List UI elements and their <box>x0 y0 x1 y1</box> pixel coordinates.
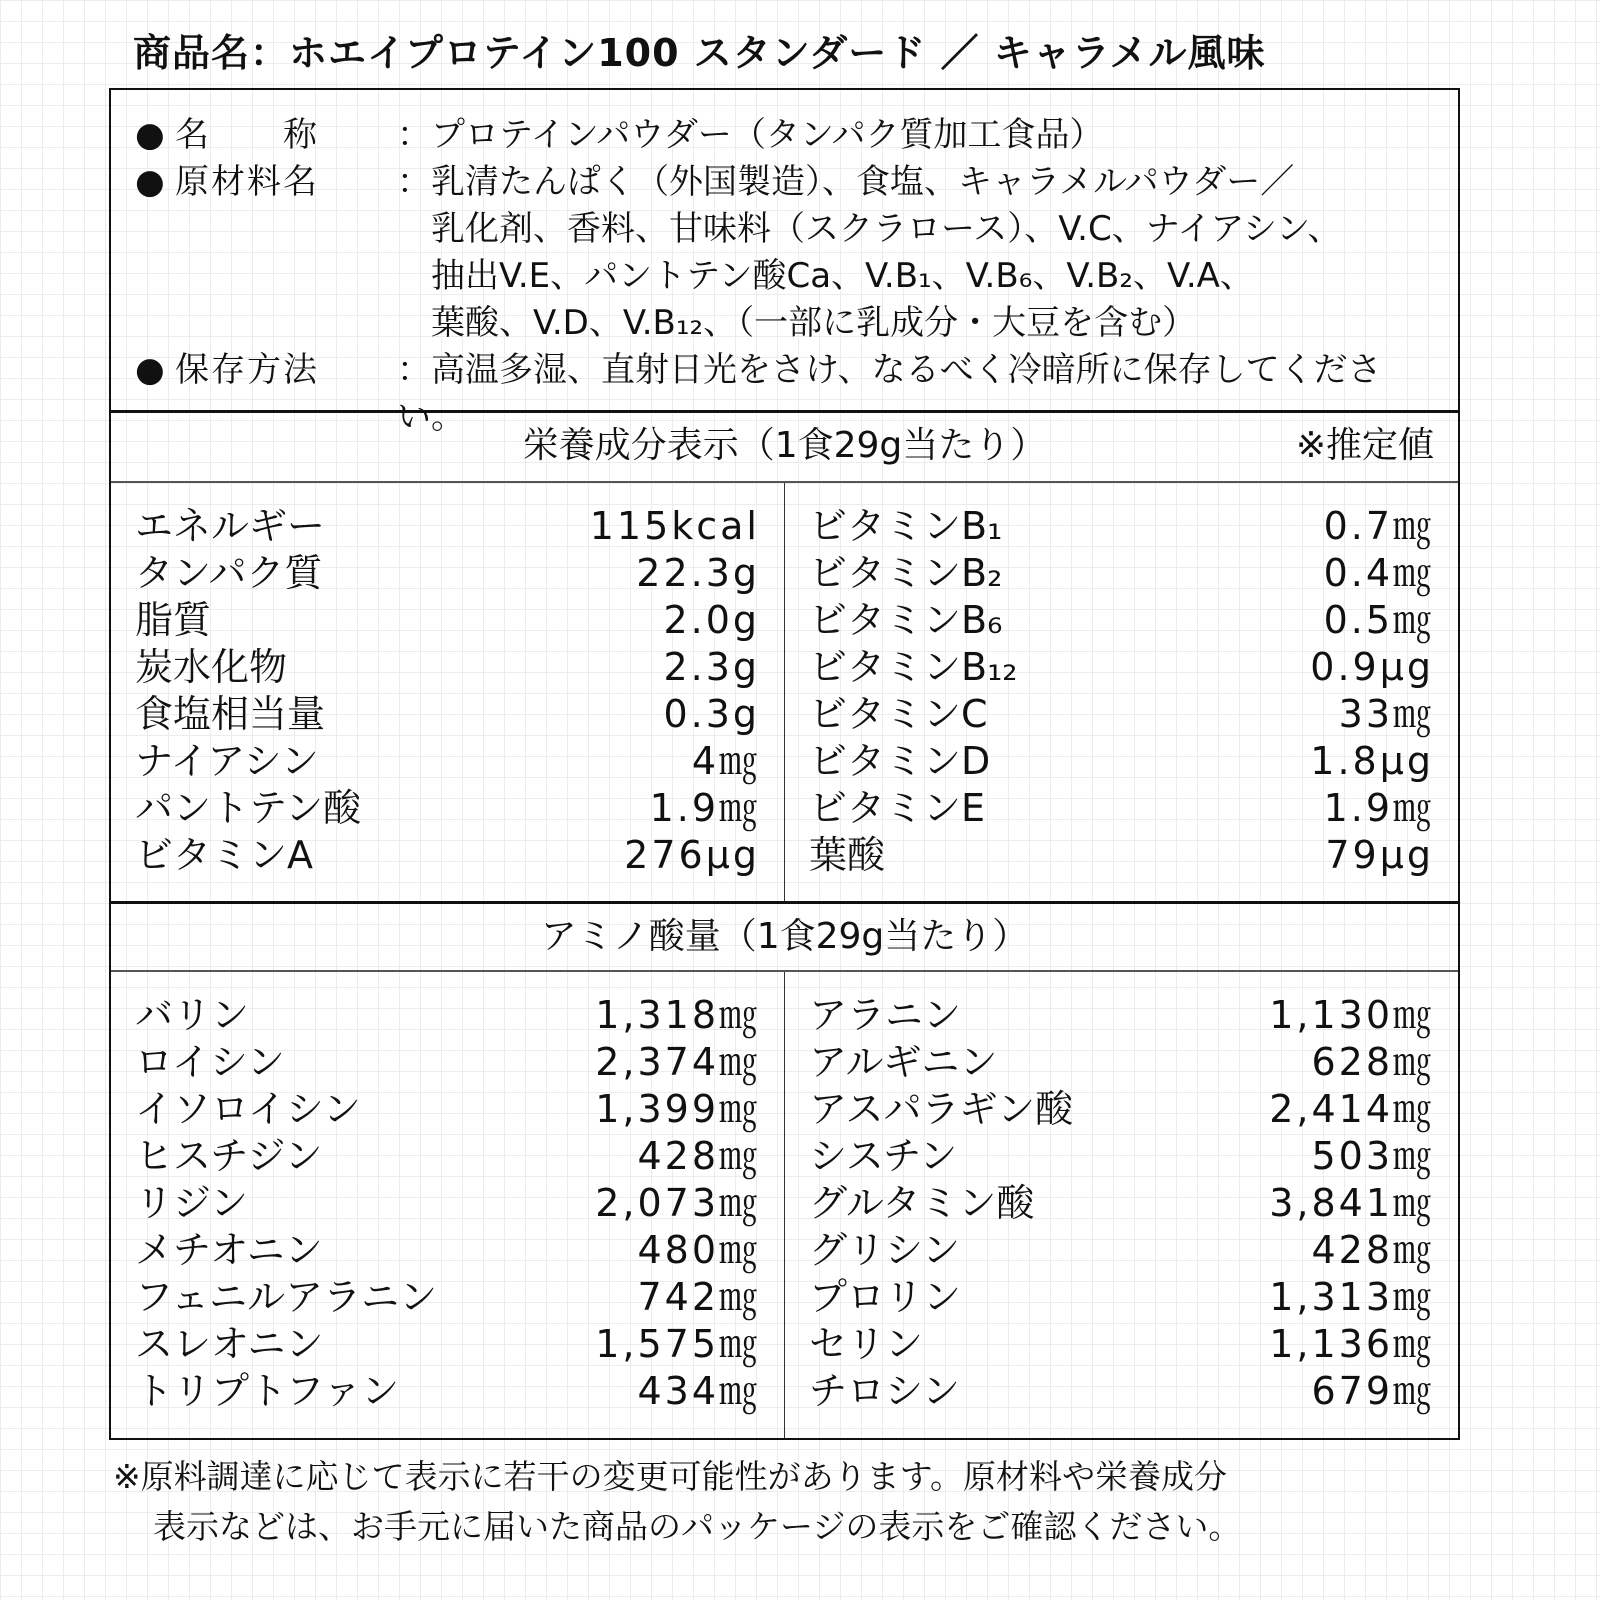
nutrition-row <box>809 832 1434 879</box>
nutrition-row <box>809 738 1434 785</box>
nutrient-name: ビタミンB₆ <box>809 598 1003 642</box>
nutrient-value: 33㎎ <box>1338 692 1434 736</box>
nutrition-header-title: 栄養成分表示（1食29g当たり） <box>522 425 1047 466</box>
amino-row <box>809 1227 1434 1274</box>
amino-value: 1,313㎎ <box>1269 1275 1434 1319</box>
amino-row <box>135 1086 760 1133</box>
ingredient-row-materials <box>135 159 1458 206</box>
amino-row <box>809 1321 1434 1368</box>
nutrient-name: ビタミンD <box>809 739 991 783</box>
amino-value: 434㎎ <box>637 1369 760 1413</box>
amino-row <box>135 992 760 1039</box>
amino-value: 679㎎ <box>1311 1369 1434 1413</box>
nutrition-row <box>135 691 760 738</box>
amino-value: 2,414㎎ <box>1269 1087 1434 1131</box>
amino-row <box>135 1227 760 1274</box>
disclaimer-line-2: 表示などは、お手元に届いた商品のパッケージの表示をご確認ください。 <box>153 1507 1242 1546</box>
amino-row <box>809 1133 1434 1180</box>
nutrient-name: ビタミンA <box>135 833 313 877</box>
nutrient-name: ビタミンB₁ <box>809 504 1003 548</box>
disclaimer-line-1: ※原料調達に応じて表示に若干の変更可能性があります。原材料や栄養成分 <box>113 1457 1228 1496</box>
amino-value: 1,136㎎ <box>1269 1322 1434 1366</box>
amino-name: スレオニン <box>135 1322 324 1366</box>
amino-row <box>135 1274 760 1321</box>
nutrition-row <box>135 550 760 597</box>
amino-value: 2,073㎎ <box>595 1181 760 1225</box>
amino-value: 428㎎ <box>1311 1228 1434 1272</box>
ingredient-value: 乳化剤、香料、甘味料（スクラロース）、V.C、ナイアシン、 <box>397 209 1342 249</box>
amino-name: トリプトファン <box>135 1369 400 1413</box>
amino-value: 1,399㎎ <box>595 1087 760 1131</box>
amino-name: シスチン <box>809 1134 958 1178</box>
amino-value: 2,374㎎ <box>595 1040 760 1084</box>
bullet-icon: ● <box>135 350 165 390</box>
nutrient-name: パントテン酸 <box>135 786 362 830</box>
amino-value: 428㎎ <box>637 1134 760 1178</box>
amino-row <box>809 1086 1434 1133</box>
nutrition-row <box>135 832 760 879</box>
nutrient-name: 炭水化物 <box>135 645 288 689</box>
nutrient-value: 1.8μg <box>1310 739 1434 783</box>
amino-row <box>809 1368 1434 1415</box>
nutrient-value: 4㎎ <box>691 739 760 783</box>
ingredients-section <box>111 90 1458 437</box>
ingredient-label: 原材料名 <box>175 162 319 202</box>
nutrient-value: 1.9㎎ <box>649 786 760 830</box>
amino-name: フェニルアラニン <box>135 1275 438 1319</box>
ingredient-row-materials-cont <box>135 206 1458 253</box>
nutrition-header <box>111 413 1458 483</box>
amino-row <box>809 1039 1434 1086</box>
amino-name: プロリン <box>809 1275 962 1319</box>
amino-table <box>111 972 1458 1438</box>
nutrition-row <box>809 691 1434 738</box>
nutrient-name: ビタミンC <box>809 692 988 736</box>
amino-header-title: アミノ酸量（1食29g当たり） <box>540 916 1029 957</box>
ingredient-row-materials-cont <box>135 253 1458 300</box>
ingredient-value: ：乳清たんぱく（外国製造）、食塩、キャラメルパウダー／ <box>397 162 1295 202</box>
amino-name: グルタミン酸 <box>809 1181 1035 1225</box>
nutrient-value: 0.7㎎ <box>1323 504 1434 548</box>
estimate-note: ※推定値 <box>1295 425 1434 466</box>
nutrient-value: 2.3g <box>663 645 760 689</box>
nutrition-row <box>135 644 760 691</box>
amino-name: バリン <box>135 993 250 1037</box>
ingredient-value: ：高温多湿、直射日光をさけ、なるべく冷暗所に保存してください。 <box>397 350 1382 437</box>
amino-name: メチオニン <box>135 1228 323 1272</box>
ingredient-value: 抽出V.E、パントテン酸Ca、V.B₁、V.B₆、V.B₂、V.A、 <box>397 256 1254 296</box>
amino-header <box>111 904 1458 972</box>
nutrition-row <box>809 785 1434 832</box>
amino-name: アスパラギン酸 <box>809 1087 1074 1131</box>
amino-name: セリン <box>809 1322 924 1366</box>
nutrient-value: 115kcal <box>589 504 760 548</box>
nutrition-row <box>809 550 1434 597</box>
nutrient-name: ビタミンE <box>809 786 986 830</box>
nutrient-name: ビタミンB₁₂ <box>809 645 1018 689</box>
label-table <box>109 88 1460 1440</box>
amino-value: 1,575㎎ <box>595 1322 760 1366</box>
amino-value: 3,841㎎ <box>1269 1181 1434 1225</box>
nutrition-column-right <box>785 483 1458 901</box>
ingredient-value: ：プロテインパウダー（タンパク質加工食品） <box>397 115 1104 155</box>
nutrient-value: 0.5㎎ <box>1323 598 1434 642</box>
amino-value: 1,130㎎ <box>1269 993 1434 1037</box>
amino-name: チロシン <box>809 1369 961 1413</box>
nutrient-value: 276μg <box>624 833 760 877</box>
nutrient-value: 22.3g <box>636 551 760 595</box>
nutrient-value: 79μg <box>1325 833 1434 877</box>
amino-value: 480㎎ <box>637 1228 760 1272</box>
amino-name: アラニン <box>809 993 962 1037</box>
amino-name: リジン <box>135 1181 249 1225</box>
bullet-icon: ● <box>135 162 165 202</box>
amino-row <box>135 1039 760 1086</box>
nutrient-value: 0.3g <box>663 692 760 736</box>
amino-column-left <box>111 972 785 1438</box>
amino-column-right <box>785 972 1458 1438</box>
nutrition-row <box>135 597 760 644</box>
ingredient-label: 名 称 <box>175 115 319 155</box>
nutrition-row <box>809 503 1434 550</box>
amino-row <box>135 1368 760 1415</box>
nutrient-name: ビタミンB₂ <box>809 551 1003 595</box>
amino-row <box>135 1180 760 1227</box>
nutrient-name: 脂質 <box>135 598 212 642</box>
ingredient-row-name <box>135 112 1458 159</box>
bullet-icon: ● <box>135 115 165 155</box>
nutrition-table <box>111 483 1458 904</box>
amino-value: 503㎎ <box>1311 1134 1434 1178</box>
amino-name: イソロイシン <box>135 1087 361 1131</box>
nutrition-row <box>135 738 760 785</box>
ingredient-label: 保存方法 <box>175 350 319 390</box>
nutrition-row <box>135 503 760 550</box>
nutrient-value: 0.4㎎ <box>1323 551 1434 595</box>
nutrition-row <box>809 597 1434 644</box>
nutrition-row <box>135 785 760 832</box>
amino-row <box>809 1180 1434 1227</box>
amino-row <box>809 992 1434 1039</box>
nutrition-row <box>809 644 1434 691</box>
nutrient-name: ナイアシン <box>135 739 319 783</box>
nutrient-value: 0.9μg <box>1310 645 1434 689</box>
nutrient-value: 2.0g <box>663 598 760 642</box>
nutrient-name: エネルギー <box>135 504 326 548</box>
nutrient-name: タンパク質 <box>135 551 323 595</box>
disclaimer <box>113 1452 1473 1552</box>
product-title: 商品名：ホエイプロテイン100 スタンダード ／ キャラメル風味 <box>133 31 1266 75</box>
nutrient-name: 食塩相当量 <box>135 692 326 736</box>
nutrient-value: 1.9㎎ <box>1323 786 1434 830</box>
nutrition-column-left <box>111 483 785 901</box>
amino-value: 628㎎ <box>1311 1040 1434 1084</box>
ingredient-row-materials-cont <box>135 300 1458 347</box>
amino-value: 1,318㎎ <box>595 993 760 1037</box>
ingredient-value: 葉酸、V.D、V.B₁₂、（一部に乳成分・大豆を含む） <box>397 303 1197 343</box>
amino-row <box>135 1133 760 1180</box>
amino-name: ロイシン <box>135 1040 285 1084</box>
amino-value: 742㎎ <box>637 1275 760 1319</box>
amino-row <box>809 1274 1434 1321</box>
amino-row <box>135 1321 760 1368</box>
amino-name: アルギニン <box>809 1040 998 1084</box>
amino-name: ヒスチジン <box>135 1134 323 1178</box>
amino-name: グリシン <box>809 1228 961 1272</box>
nutrient-name: 葉酸 <box>809 833 886 877</box>
